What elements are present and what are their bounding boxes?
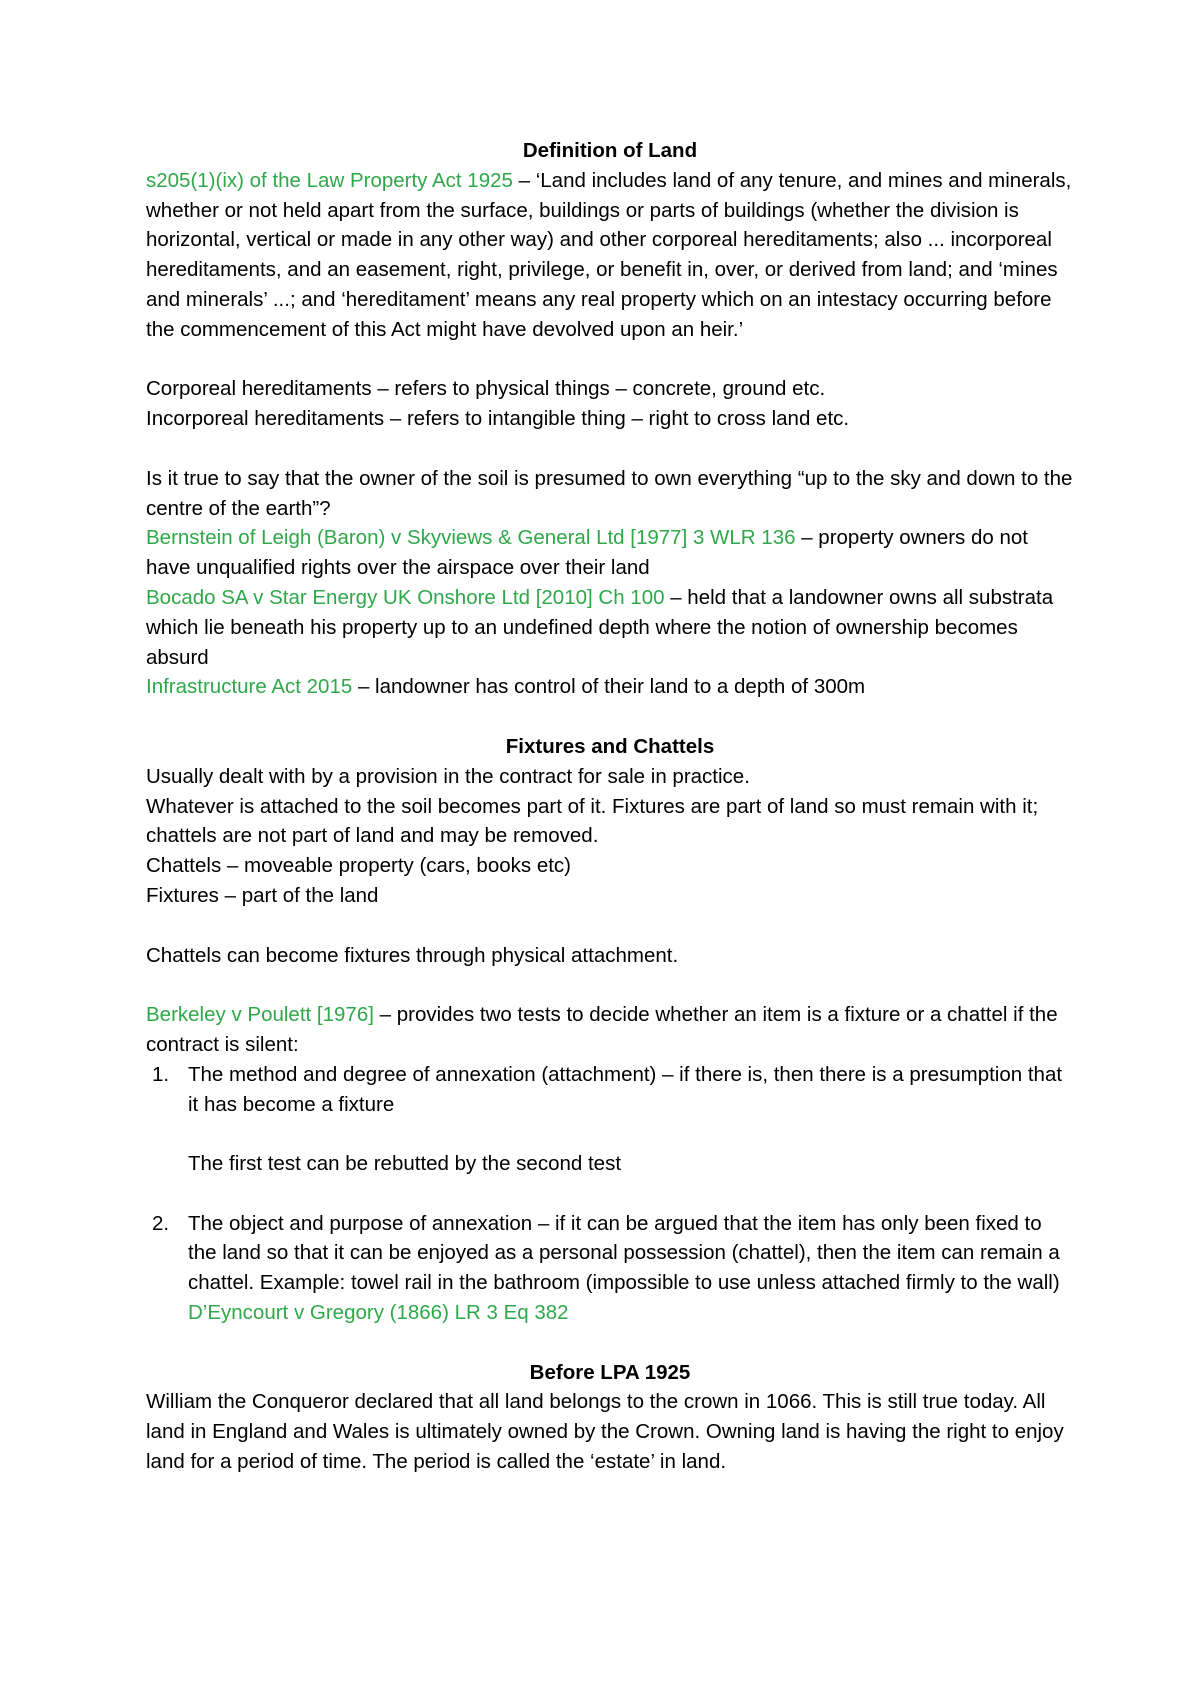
blank-line xyxy=(146,434,1074,464)
case-berkeley xyxy=(146,1000,1074,1060)
case-bernstein xyxy=(146,523,1074,583)
heading-before-lpa-1925: Before LPA 1925 xyxy=(529,1360,691,1384)
blank-line xyxy=(146,1328,1074,1358)
list-item xyxy=(146,1209,1074,1328)
heading-fixtures-and-chattels: Fixtures and Chattels xyxy=(505,734,715,758)
case-citation: D’Eyncourt v Gregory (1866) LR 3 Eq 382 xyxy=(188,1301,569,1325)
list-item xyxy=(146,1060,1074,1120)
list-number: 2. xyxy=(152,1211,170,1235)
statute-quote: – ‘Land includes land of any tenure, and mines and minerals, whether or not held apart from the surface, buildings or parts of buildings (whether the division is horizontal, vertical or made in any other way) and other corporeal hereditaments; also ... incorporeal hereditaments, and an easement, right, privilege, or benefit in, over, or derived from land; and ‘mines and minerals’ ...; and ‘hereditament’ means any real property which on an intestacy occurring before the commencement of this Act might have devolved upon an heir.’ xyxy=(146,168,1072,341)
case-citation: Bocado SA v Star Energy UK Onshore Ltd [2010] Ch 100 xyxy=(146,585,665,609)
statute-holding: – landowner has control of their land to a depth of 300m xyxy=(352,675,866,699)
tests-list xyxy=(146,1209,1074,1328)
blank-line xyxy=(146,970,1074,1000)
blank-line xyxy=(146,702,1074,732)
test-text: The object and purpose of annexation – if it can be argued that the item has only been fixed to the land so that it can be enjoyed as a personal possession (chattel), then the item can remain a chattel. Example: towel rail in the bathroom (impossible to use unless attached firmly to the wall) xyxy=(188,1211,1060,1295)
case-citation: Berkeley v Poulett [1976] xyxy=(146,1003,374,1027)
corporeal-definition: Corporeal hereditaments – refers to physical things – concrete, ground etc. xyxy=(146,377,826,401)
blank-line xyxy=(146,911,1074,941)
infrastructure-act xyxy=(146,672,1074,702)
rebut-note: The first test can be rebutted by the second test xyxy=(188,1152,622,1176)
blank-line xyxy=(146,1179,1074,1209)
case-holding: – property owners do not have unqualified rights over the airspace over their land xyxy=(146,526,1028,580)
airspace-question: Is it true to say that the owner of the soil is presumed to own everything “up to the sky and down to the centre of the earth”? xyxy=(146,466,1073,520)
case-holding: – held that a landowner owns all substrata which lie beneath his property up to an undefined depth where the notion of ownership becomes absurd xyxy=(146,585,1054,669)
statute-citation: s205(1)(ix) of the Law Property Act 1925 xyxy=(146,168,513,192)
body-line: Whatever is attached to the soil becomes part of it. Fixtures are part of land so must remain with it; chattels are not part of land and may be removed. xyxy=(146,794,1039,848)
statute-citation: Infrastructure Act 2015 xyxy=(146,675,353,699)
fixtures-definition: Fixtures – part of the land xyxy=(146,883,379,907)
case-bocado xyxy=(146,583,1074,672)
document-page xyxy=(146,136,1074,1477)
statute-paragraph xyxy=(146,166,1074,345)
attachment-note: Chattels can become fixtures through physical attachment. xyxy=(146,943,679,967)
blank-line xyxy=(146,1119,1074,1149)
case-citation: Bernstein of Leigh (Baron) v Skyviews & General Ltd [1977] 3 WLR 136 xyxy=(146,526,796,550)
chattels-definition: Chattels – moveable property (cars, books etc) xyxy=(146,854,571,878)
heading-definition-of-land: Definition of Land xyxy=(522,139,698,162)
case-holding: – provides two tests to decide whether an item is a fixture or a chattel if the contract is silent: xyxy=(146,1003,1058,1056)
tests-list xyxy=(146,1060,1074,1120)
list-number: 1. xyxy=(152,1062,170,1086)
body-paragraph: William the Conqueror declared that all land belongs to the crown in 1066. This is still true today. All land in England and Wales is ultimately owned by the Crown. Owning land is having the right to enjoy land for a period of time. The period is called the ‘estate’ in land. xyxy=(146,1390,1064,1474)
body-line: Usually dealt with by a provision in the contract for sale in practice. xyxy=(146,764,750,788)
incorporeal-definition: Incorporeal hereditaments – refers to intangible thing – right to cross land etc. xyxy=(146,407,850,431)
blank-line xyxy=(146,345,1074,375)
test-text: The method and degree of annexation (attachment) – if there is, then there is a presumption that it has become a fixture xyxy=(188,1062,1063,1116)
